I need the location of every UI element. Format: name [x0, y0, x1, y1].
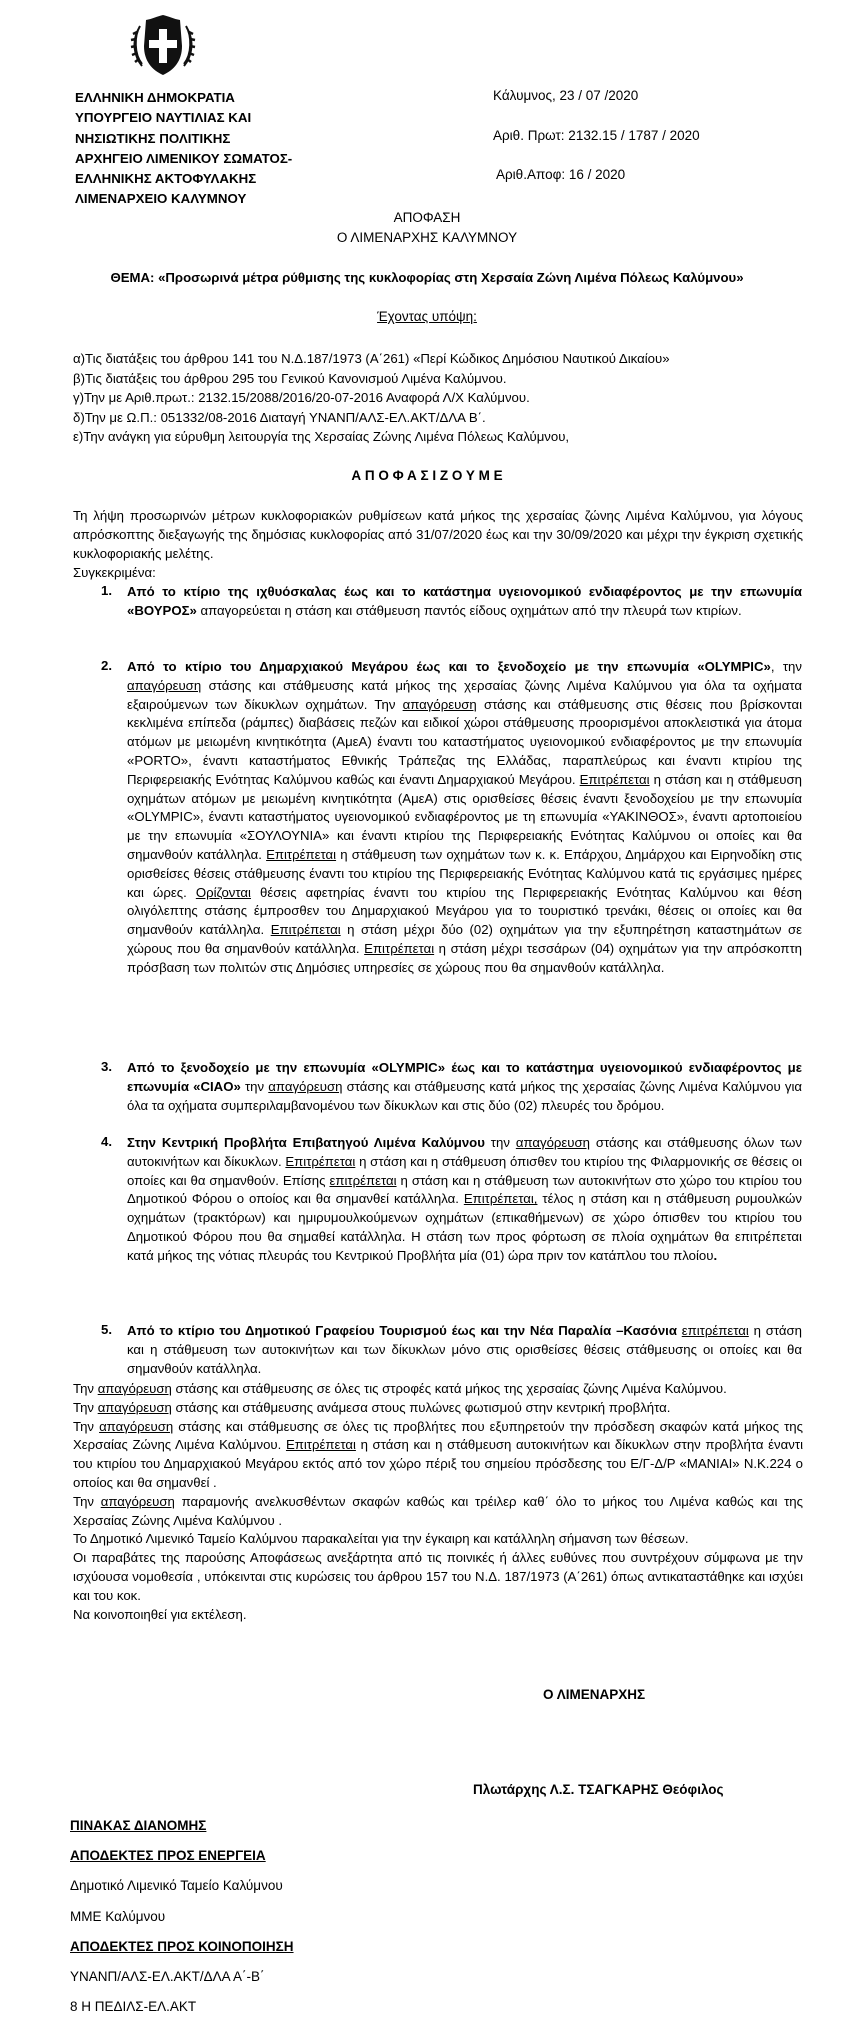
text-segment: στάσης και στάθμευσης ανάμεσα στους πυλώνες φωτισμού στην κεντρική προβλήτα.	[171, 1399, 671, 1415]
text-segment: η στάση και η στάθμευση των αυτοκινήτων στο χώρο του κτιρίου του Δημοτικού Φόρου ο οποίος και θα σημανθεί κατάλληλα.	[127, 1172, 802, 1207]
text-segment: Οι παραβάτες της παρούσης Αποφάσεως ανεξάρτητα από τις ποινικές ή άλλες ευθύνες που συντρέχουν σύμφωνα με την ισχύουσα νομοθεσία , υπόκεινται στις κυρώσεις του άρθρου 157 του Ν.Δ. 187/1973 (Α΄261) όπως αντικαταστάθηκε και ισχύει και του κοκ.	[73, 1550, 803, 1603]
text-segment: την	[240, 1078, 269, 1094]
underlined-term: Επιτρέπεται	[579, 771, 650, 787]
subject-label: ΘΕΜΑ:	[110, 270, 155, 285]
underlined-term: απαγόρευση	[127, 677, 202, 693]
having-regard-heading: Έχοντας υπόψη:	[377, 309, 477, 324]
subject-text: «Προσωρινά μέτρα ρύθμισης της κυκλοφορίας στη Χερσαία Ζώνη Λιμένα Πόλεως Καλύμνου»	[154, 270, 744, 285]
issuer-title: Ο ΛΙΜΕΝΑΡΧΗΣ ΚΑΛΥΜΝΟΥ	[336, 230, 518, 245]
text-segment: Την	[73, 1381, 98, 1396]
closing-paragraph	[73, 1549, 803, 1605]
text-segment: την	[484, 1135, 516, 1150]
item-number: 1.	[101, 583, 112, 598]
underlined-term: Επιτρέπεται	[270, 922, 341, 938]
text-segment: στάσης και στάθμευσης κατά μήκος της χερσαίας ζώνης Λιμένα Καλύμνου για όλα τα οχήματα εξαιρούμενων των δίκυκλων οχημάτων. Την	[127, 677, 802, 712]
underlined-term: Επιτρέπεται,	[463, 1191, 538, 1207]
text-segment: η στάση και η στάθμευση οχημάτων ατόμων με μειωμένη κινητικότητα (ΑμεΑ) στις ορισθείσες θέσεις έναντι ξενοδοχείου με την επωνυμία «OLYMPIC», έναντι καταστήματος υγειονομικού ενδιαφέροντος με τη επωνυμία «ΥΑΚΙΝΘΟΣ», έναντι αρτοποιείου με την επωνυμία «ΣΟΥΛΟΥΝΙΑ» και έναντι κτιρίου της Περιφερειακής Ενότητας Καλύμνου οι οποίες και θα σημανθούν κατάλληλα.	[127, 771, 802, 862]
org-line: ΝΗΣΙΩΤΙΚΗΣ ΠΟΛΙΤΙΚΗΣ	[75, 130, 231, 146]
item-number: 3.	[101, 1059, 112, 1074]
text-segment: τέλος η στάση και η στάθμευση ρυμουλκών οχημάτων (τρακτόρων) και ημιρυμουλκούμενων οχημάτων (επικαθήμενων) σε χώρο όπισθεν του κτιρίου του Δημοτικού Φόρου που θα σημαθεί κατάλληλα. Η στάση των προς φόρτωση σε πλοία οχημάτων θα επιτρέπεται κατά μήκος της νότιας πλευράς του Κεντρικού Προβλήτα μία (01) ώρα πριν τον κατάπλου του πλοίου	[127, 1191, 802, 1263]
distribution-table-heading: ΠΙΝΑΚΑΣ ΔΙΑΝΟΜΗΣ	[70, 1818, 207, 1833]
action-recipient: ΜΜΕ Καλύμνου	[70, 1909, 166, 1924]
underlined-term: Ορίζονται	[195, 884, 251, 900]
closing-paragraph	[73, 1530, 803, 1549]
text-segment: Την	[73, 1493, 101, 1509]
text-segment: Να κοινοποιηθεί για εκτέλεση.	[73, 1606, 247, 1622]
underlined-term: απαγόρευση	[97, 1381, 172, 1396]
text-segment: απαγορεύεται η στάση και στάθμευση παντός είδους οχημάτων από την πλευρά των κτιρίων.	[196, 602, 742, 618]
item-number: 4.	[101, 1134, 112, 1149]
text-segment: Την	[73, 1399, 98, 1415]
bold-text: Από το κτίριο της ιχθυόσκαλας έως και το κατάστημα υγειονομικού ενδιαφέροντος με την επωνυμία «ΒΟΥΡΟΣ»	[127, 584, 802, 618]
subject-line	[0, 270, 854, 285]
issuing-authority	[75, 88, 292, 210]
closing-paragraphs	[73, 1380, 803, 1624]
decision-item-4	[127, 1134, 802, 1266]
underlined-term: Επιτρέπεται	[266, 846, 337, 862]
document-date: Κάλυμνος, 23 / 07 /2020	[493, 88, 639, 103]
signatory-role: Ο ΛΙΜΕΝΑΡΧΗΣ	[543, 1687, 646, 1702]
text-segment: παραμονής ανελκυσθέντων σκαφών καθώς και τρέιλερ καθ΄ όλο το μήκος του Λιμένα καθώς και της Χερσαίας Ζώνης Λιμένα Καλύμνου .	[73, 1493, 803, 1528]
text-segment: η στάση μέχρι δύο (02) οχημάτων για την εξυπηρέτηση καταστημάτων σε χώρους που θα σημανθούν κατάλληλα.	[127, 922, 802, 956]
info-recipient: 8 Η ΠΕΔΙΛΣ-ΕΛ.ΑΚΤ	[70, 1999, 197, 2014]
action-recipients-heading: ΑΠΟΔΕΚΤΕΣ ΠΡΟΣ ΕΝΕΡΓΕΙΑ	[70, 1848, 266, 1863]
having-regard-item: β)Τις διατάξεις του άρθρου 295 του Γενικού Κανονισμού Λιμένα Καλύμνου.	[73, 370, 507, 386]
decision-item-2	[127, 658, 802, 978]
having-regard-list	[73, 349, 803, 447]
org-line: ΕΛΛΗΝΙΚΗ ΔΗΜΟΚΡΑΤΙΑ	[75, 90, 235, 105]
underlined-term: απαγόρευση	[515, 1135, 590, 1150]
decision-item-5	[127, 1322, 802, 1378]
underlined-term: απαγόρευση	[402, 696, 477, 712]
greek-coat-of-arms-icon	[130, 12, 196, 78]
org-line: ΑΡΧΗΓΕΙΟ ΛΙΜΕΝΙΚΟΥ ΣΩΜΑΤΟΣ-	[75, 150, 293, 166]
item-number: 2.	[101, 658, 112, 673]
decision-item-1	[127, 583, 802, 621]
action-recipient: Δημοτικό Λιμενικό Ταμείο Καλύμνου	[70, 1878, 283, 1893]
underlined-term: απαγόρευση	[97, 1399, 172, 1415]
info-recipients-heading: ΑΠΟΔΕΚΤΕΣ ΠΡΟΣ ΚΟΙΝΟΠΟΙΗΣΗ	[70, 1939, 294, 1954]
text-segment: στάσης και στάθμευσης σε όλες τις προβλήτες που εξυπηρετούν την πρόσδεση σκαφών κατά μήκος της Χερσαίας Ζώνης Λιμένα Καλύμνου.	[73, 1418, 803, 1453]
text-segment: στάσης και στάθμευσης στις θέσεις που βρίσκονται κεκλιμένα επίπεδα (ράμπες) διαβάσεις πεζών και ειδικοί χώροι στάθμευσης προορισμένοι αποκλειστικά για άτομα ατόμων με μειωμένη κινητικότητα (ΑμεΑ) έναντι του καταστήματος υγειονομικού ενδιαφέροντος με την επωνυμία «PORTO», έναντι καταστήματος Εθνικής Τράπεζας της Ελλάδας, παραπλεύρως και έναντι κτιρίου της Περιφερειακής Ενότητας Καλύμνου καθώς και έναντι Δημαρχιακού Μεγάρου.	[127, 696, 802, 787]
text-segment: η στάση και η στάθμευση αυτοκινήτων και δίκυκλων στην προβλήτα έναντι του κτιρίου του Δημαρχιακού Μεγάρου εκτός από τον χώρο πέριξ του σημείου πρόσδεσης του Ε/Γ-Δ/Ρ «ΜΑΝΙΑΙ» Ν.Κ.224 ο οποίος και θα σημανθεί .	[73, 1437, 803, 1490]
text-segment: Την	[73, 1418, 100, 1434]
bold-text: Από το ξενοδοχείο με την επωνυμία «OLYMPIC» έως και το κατάστημα υγειονομικού ενδιαφέροντος με επωνυμία «CIAO»	[127, 1060, 802, 1094]
underlined-term: Επιτρέπεται	[285, 1153, 356, 1169]
having-regard-item: γ)Την με Αριθ.πρωτ.: 2132.15/2088/2016/20-07-2016 Αναφορά Λ/Χ Καλύμνου.	[73, 390, 530, 405]
text-segment: η στάθμευση των οχημάτων των κ. κ. Επάρχου, Δημάρχου και Ειρηνοδίκη στις ορισθείσες θέσεις στάθμευσης έναντι του κτιρίου της Περιφερειακής Ενότητας Καλύμνου κατά τις εργάσιμες ημέρες και ώρες.	[127, 846, 803, 900]
protocol-number: Αριθ. Πρωτ: 2132.15 / 1787 / 2020	[493, 128, 700, 143]
bold-text: .	[713, 1247, 718, 1263]
closing-paragraph	[73, 1380, 803, 1399]
text-segment: στάσης και στάθμευσης όλων των αυτοκινήτων και δίκυκλων.	[127, 1135, 802, 1169]
org-line: ΕΛΛΗΝΙΚΗΣ ΑΚΤΟΦΥΛΑΚΗΣ	[75, 171, 257, 187]
underlined-term: επιτρέπεται	[681, 1323, 749, 1338]
text-segment: η στάση μέχρι τεσσάρων (04) οχημάτων για την απρόσκοπτη πρόσβαση των πολιτών στις Δημόσιες υπηρεσίες σε χώρους που θα σημανθούν κατάλληλα.	[127, 940, 802, 975]
org-line: ΥΠΟΥΡΓΕΙΟ ΝΑΥΤΙΛΙΑΣ ΚΑΙ	[75, 110, 252, 126]
text-segment: η στάση και η στάθμευση των αυτοκινήτων και των δίκυκλων μόνο στις ορισθείσες θέσεις στάθμευσης οι οποίες και θα σημανθούν κατάλληλα.	[127, 1323, 803, 1376]
text-segment: , την	[770, 659, 802, 674]
specifically-label: Συγκεκριμένα:	[73, 565, 156, 580]
having-regard-item: ε)Την ανάγκη για εύρυθμη λειτουργία της Χερσαίας Ζώνης Λιμένα Πόλεως Καλύμνου,	[73, 429, 570, 444]
bold-text: Από το κτίριο του Δημαρχιακού Μεγάρου έως και το ξενοδοχείο με την επωνυμία «OLYMPIC»	[127, 659, 771, 674]
decide-heading: Α Π Ο Φ Α Σ Ι Ζ Ο Υ Μ Ε	[351, 468, 503, 483]
decision-item-3	[127, 1059, 802, 1115]
underlined-term: απαγόρευση	[99, 1418, 174, 1434]
closing-paragraph	[73, 1493, 803, 1531]
underlined-term: απαγόρευση	[268, 1078, 343, 1094]
text-segment: στάσης και στάθμευσης σε όλες τις στροφές κατά μήκος της χερσαίας ζώνης Λιμένα Καλύμνου.	[171, 1381, 727, 1396]
text-segment: στάσης και στάθμευσης κατά μήκος της χερσαίας ζώνης Λιμένα Καλύμνου για όλα τα οχήματα συμπεριλαμβανομένου των δίκυκλων και στις δύο (02) πλευρές του δρόμου.	[127, 1078, 803, 1113]
info-recipient: ΥΝΑΝΠ/ΑΛΣ-ΕΛ.ΑΚΤ/ΔΛΑ Α΄-Β΄	[70, 1969, 265, 1984]
item-number: 5.	[101, 1322, 112, 1337]
bold-text: Από το κτίριο του Δημοτικού Γραφείου Τουρισμού έως και την Νέα Παραλία –Κασόνια	[127, 1323, 677, 1338]
having-regard-item: α)Τις διατάξεις του άρθρου 141 του Ν.Δ.187/1973 (Α΄261) «Περί Κώδικος Δημόσιου Ναυτικού Δικαίου»	[73, 351, 670, 366]
underlined-term: Επιτρέπεται	[364, 940, 435, 956]
text-segment: Το Δημοτικό Λιμενικό Ταμείο Καλύμνου παρακαλείται για την έγκαιρη και κατάλληλη σήμανση των θέσεων.	[73, 1531, 689, 1547]
intro-paragraph: Τη λήψη προσωρινών μέτρων κυκλοφοριακών ρυθμίσεων κατά μήκος της χερσαίας ζώνης Λιμένα Καλύμνου, για λόγους απρόσκοπτης διεξαγωγής της δημόσιας κυκλοφορίας από 31/07/2020 έως και την 30/09/2020 και μέχρι την έγκριση σχετικής κυκλοφοριακής μελέτης.	[73, 508, 803, 561]
closing-paragraph	[73, 1418, 803, 1493]
decision-number: Αριθ.Αποφ: 16 / 2020	[496, 167, 626, 182]
underlined-term: απαγόρευση	[100, 1493, 175, 1509]
underlined-term: Επιτρέπεται	[285, 1437, 356, 1453]
signatory-name: Πλωτάρχης Λ.Σ. ΤΣΑΓΚΑΡΗΣ Θεόφιλος	[473, 1782, 724, 1797]
having-regard-item: δ)Την με Ω.Π.: 051332/08-2016 Διαταγή ΥΝΑΝΠ/ΑΛΣ-ΕΛ.ΑΚΤ/ΔΛΑ Β΄.	[73, 409, 486, 425]
closing-paragraph	[73, 1606, 803, 1625]
document-title: ΑΠΟΦΑΣΗ	[393, 210, 461, 225]
underlined-term: επιτρέπεται	[329, 1172, 397, 1188]
closing-paragraph	[73, 1399, 803, 1418]
org-line: ΛΙΜΕΝΑΡΧΕΙΟ ΚΑΛΥΜΝΟΥ	[75, 191, 247, 207]
text-segment: η στάση και η στάθμευση όπισθεν του κτιρίου της Φιλαρμονικής σε θέσεις οι οποίες και θα σημανθούν. Επίσης	[127, 1153, 802, 1188]
bold-text: Στην Κεντρική Προβλήτα Επιβατηγού Λιμένα Καλύμνου	[127, 1135, 485, 1150]
text-segment: θέσεις αφετηρίας έναντι του κτιρίου της Περιφερειακής Ενότητας Καλύμνου και θέση ολιγόλεπτης στάσης έμπροσθεν του Δημαρχιακού Μεγάρου για το τουριστικό τρενάκι, θέσεις οι οποίες και θα σημανθούν κατάλληλα.	[127, 884, 802, 938]
